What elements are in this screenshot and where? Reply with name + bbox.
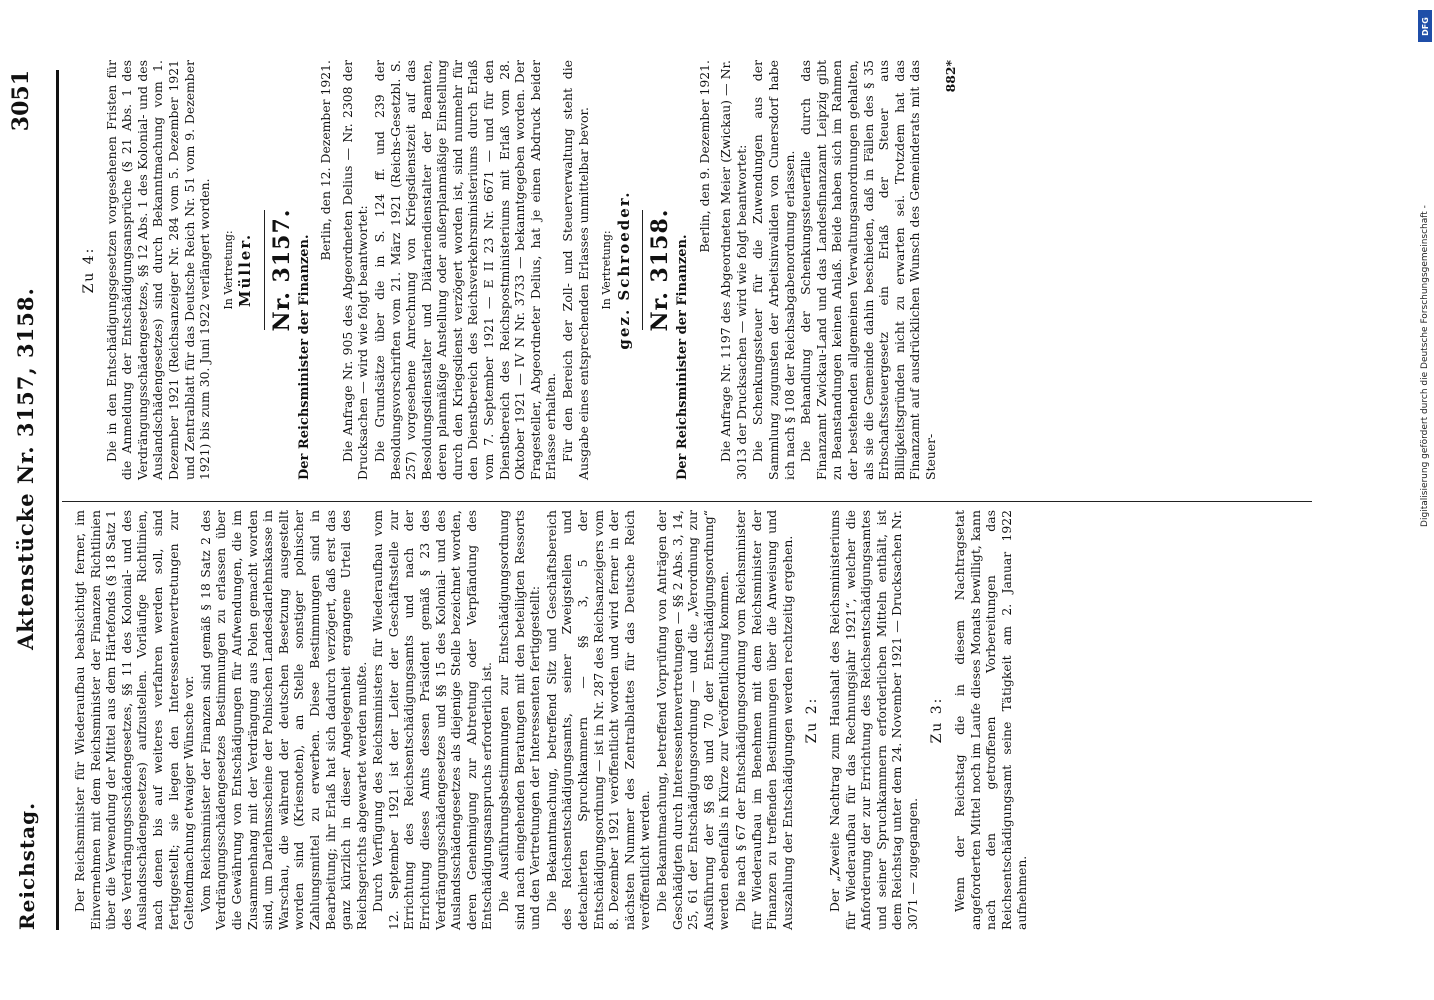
page-signature-mark: 882* [942, 60, 958, 93]
header-page-number: 3051 [8, 70, 34, 132]
dfg-logo-text: DFG [1420, 16, 1430, 36]
separator-rule [264, 210, 265, 330]
ministry-heading: Der Reichsminister der Finanzen. [675, 234, 690, 480]
paragraph: Wenn der Reichstag die in diesem Nachtragsetat angeforderten Mittel noch im Laufe dieses Monats bewilligt, kann nach den getroffenen Vorbereitungen das Reichsentschädigungsamt seine Tätigkeit am 2. Januar 1922 aufnehmen. [952, 510, 1030, 930]
signature-label: In Vertretung: [221, 230, 235, 310]
signature-label: In Vertretung: [600, 230, 614, 310]
section-heading: Zu 2: [804, 696, 821, 744]
paragraph: Der „Zweite Nachtrag zum Haushalt des Reichsministeriums für Wiederaufbau für das Rechnungsjahr 1921“, welcher die Anforderung der zur Errichtung des Reichsentschädigungsamtes und seiner Spruchkammern erforderlichen Mitteln enthält, ist dem Reichstag unter dem 24. November 1921 — Drucksachen Nr. 3071 — zugegangen. [826, 510, 920, 930]
paragraph: Die in den Entschädigungsgesetzen vorgesehenen Fristen für die Anmeldung der Entschädigungsansprüche (§ 21 Abs. 1 des Verdrängungsschädengesetzes, §§ 12 Abs. 1 des Kolonial- und des Auslandschädengesetzes) sind durch Bekanntmachung vom 1. Dezember 1921 (Reichsanzeiger Nr. 284 vom 5. Dezember 1921 und Zentralblatt für das Deutsche Reich Nr. 51 vom 9. Dezember 1921) bis zum 30. Juni 1922 verlängert worden. [103, 60, 213, 480]
paragraph: Die Bekanntmachung, betreffend Vorprüfung von Anträgen der Geschädigten durch Interessentenvertretungen — §§ 2 Abs. 3, 14, 25, 61 der Entschädigungsordnung — und die „Verordnung zur Ausführung der §§ 68 und 70 der Entschädigungsordnung“ werden ebenfalls in Kürze zur Veröffentlichung kommen. [653, 510, 732, 930]
paragraph: Vom Reichsminister der Finanzen sind gemäß § 18 Satz 2 des Verdrängungsschädengesetzes Bestimmungen zu erlassen über die Gewährung von Entschädigungen für Aufwendungen, die im Zusammenhang mit der Verdrängung aus Polen gemacht worden sind, um Darlehnsscheine der Polnischen Landesdarlehnskasse in Warschau, die während der deutschen Besetzung ausgestellt worden sind (Kriesnoten), an Stelle sonstiger polnischer Zahlungsmittel zu erwerben. Diese Bestimmungen sind in Bearbeitung; ihr Erlaß hat sich dadurch verzögert, daß erst das ganz kürzlich in dieser Angelegenheit ergangene Urteil des Reichsgerichts abgewartet werden mußte. [197, 510, 369, 930]
page-header [8, 70, 59, 930]
paragraph: Die Ausführungsbestimmungen zur Entschädigungsordnung sind nach eingehenden Beratungen mit den beteiligten Ressorts und den Vertretungen der Interessenten fertiggestellt: [496, 510, 543, 930]
header-document-title: Aktenstücke Nr. 3157, 3158. [13, 287, 38, 650]
paragraph: Die Schenkungssteuer für die Zuwendungen aus der Sammlung zugunsten der Arbeitsinvaliden von Cunersdorf habe ich nach § 108 der Reichsabgabenordnung erlassen. [750, 60, 797, 480]
paragraph: Der Reichsminister für Wiederaufbau beabsichtigt ferner, im Einvernehmen mit dem Reichsminister der Finanzen Richtlinien über die Verwendung der Mittel aus dem Härtefonds (§ 18 Satz 1 des Verdrängungsschädengesetzes, §§ 11 des Kolonial- und des Auslandsschädengesetzes) aufzustellen. Vorläufige Richtlinien, nach denen bis auf weiteres verfahren werden soll, sind fertiggestellt; sie liegen den Interessentenvertretungen zur Geltendmachung etwaiger Wünsche vor. [72, 510, 197, 930]
paragraph: Die Bekanntmachung, betreffend Sitz und Geschäftsbereich des Reichsentschädigungsamts, seiner Zweigstellen und detachierten Spruchkammern — §§ 3, 5 der Entschädigungsordnung — ist in Nr. 287 des Reichsanzeigers vom 8. Dezember 1921 veröffentlicht worden und wird ferner in der nächsten Nummer des Zentralblattes für das Deutsche Reich veröffentlicht werden. [543, 510, 653, 930]
dateline: Berlin, den 9. Dezember 1921. [696, 60, 712, 253]
signature-name: gez. Schroeder. [614, 190, 633, 350]
document-number-heading: Nr. 3158. [647, 208, 674, 332]
dateline: Berlin, den 12. Dezember 1921. [318, 60, 334, 261]
dfg-logo [1418, 10, 1432, 42]
signature-name: Müller. [236, 232, 255, 308]
header-publication: Reichstag. [15, 801, 39, 930]
ministry-heading: Der Reichsminister der Finanzen. [296, 234, 312, 480]
paragraph: Die nach § 67 der Entschädigungsordnung vom Reichsminister für Wiederaufbau im Benehmen mit dem Reichsminister der Finanzen zu treffenden Bestimmungen über die Anweisung und Auszahlung der Entschädigungen werden rechtzeitig ergehen. [732, 510, 795, 930]
paragraph: Die Anfrage Nr. 905 des Abgeordneten Delius — Nr. 2308 der Drucksachen — wird wie folgt beantwortet: [339, 60, 371, 480]
document-number-heading: Nr. 3157. [268, 208, 295, 332]
paragraph: Die Behandlung der Schenkungssteuerfälle durch das Finanzamt Zwickau-Land und das Landesfinanzamt Leipzig gibt zu Beanstandungen keinen Anlaß. Beide haben sich im Rahmen der bestehenden allgemeinen Verwaltungsanordnungen gehalten, als sie die Gemeinde dahin beschieden, daß in Fällen des § 35 Erbschaftssteuergesetz ein Erlaß der Steuer aus Billigkeitsgründen nicht zu erwarten sei. Trotzdem hat das Finanzamt auf ausdrücklichen Wunsch des Gemeinderats mit das Steuer- [798, 60, 938, 480]
digitization-sidebar [1418, 6, 1432, 996]
paragraph: Für den Bereich der Zoll- und Steuerverwaltung steht die Ausgabe eines entsprechenden Erlasses unmittelbar bevor. [560, 60, 591, 480]
paragraph: Die Anfrage Nr. 1197 des Abgeordneten Meier (Zwickau) — Nr. 3013 der Drucksachen — wird wie folgt beantwortet: [718, 60, 749, 480]
right-column [72, 60, 958, 480]
paragraph: Durch Verfügung des Reichsministers für Wiederaufbau vom 12. September 1921 ist der Leiter der Geschäftsstelle zur Errichtung des Reichsentschädigungsamts und nach der Errichtung dieses Amts dessen Präsident gemäß § 23 des Verdrängungsschädengesetzes und §§ 15 des Kolonial- und des Auslandsschädengesetzes als diejenige Stelle bezeichnet worden, deren Genehmigung zur Abtretung oder Verpfändung des Entschädigungsanspruchs erforderlich ist. [370, 510, 495, 930]
paragraph: Die Grundsätze über die in S. 124 ff. und 239 der Besoldungsvorschriften vom 21. März 1921 (Reichs-Gesetzbl. S. 257) vorgesehene Anrechnung von Kriegsdienstzeit auf das Besoldungsdienstalter und Diätariendienstalter der Beamten, deren planmäßige Anstellung oder außerplanmäßige Einstellung durch den Kriegsdienst verzögert worden ist, sind nunmehr für den Dienstbereich des Reichsverkehrsministeriums durch Erlaß vom 7. September 1921 — E II 23 Nr. 6671 — und für den Dienstbereich des Reichspostministeriums mit Erlaß vom 28. Oktober 1921 — IV N Nr. 3733 — bekanntgegeben worden. Der Fragesteller, Abgeordneter Delius, hat je einen Abdruck beider Erlasse erhalten. [371, 60, 559, 480]
section-heading: Zu 4: [81, 246, 97, 294]
separator-rule [642, 210, 643, 330]
digitization-note: Digitalisierung gefördert durch die Deutsche Forschungsgemeinschaft - [1420, 205, 1430, 527]
section-heading: Zu 3: [929, 696, 946, 744]
column-divider [62, 501, 1312, 502]
left-column [72, 510, 1031, 930]
